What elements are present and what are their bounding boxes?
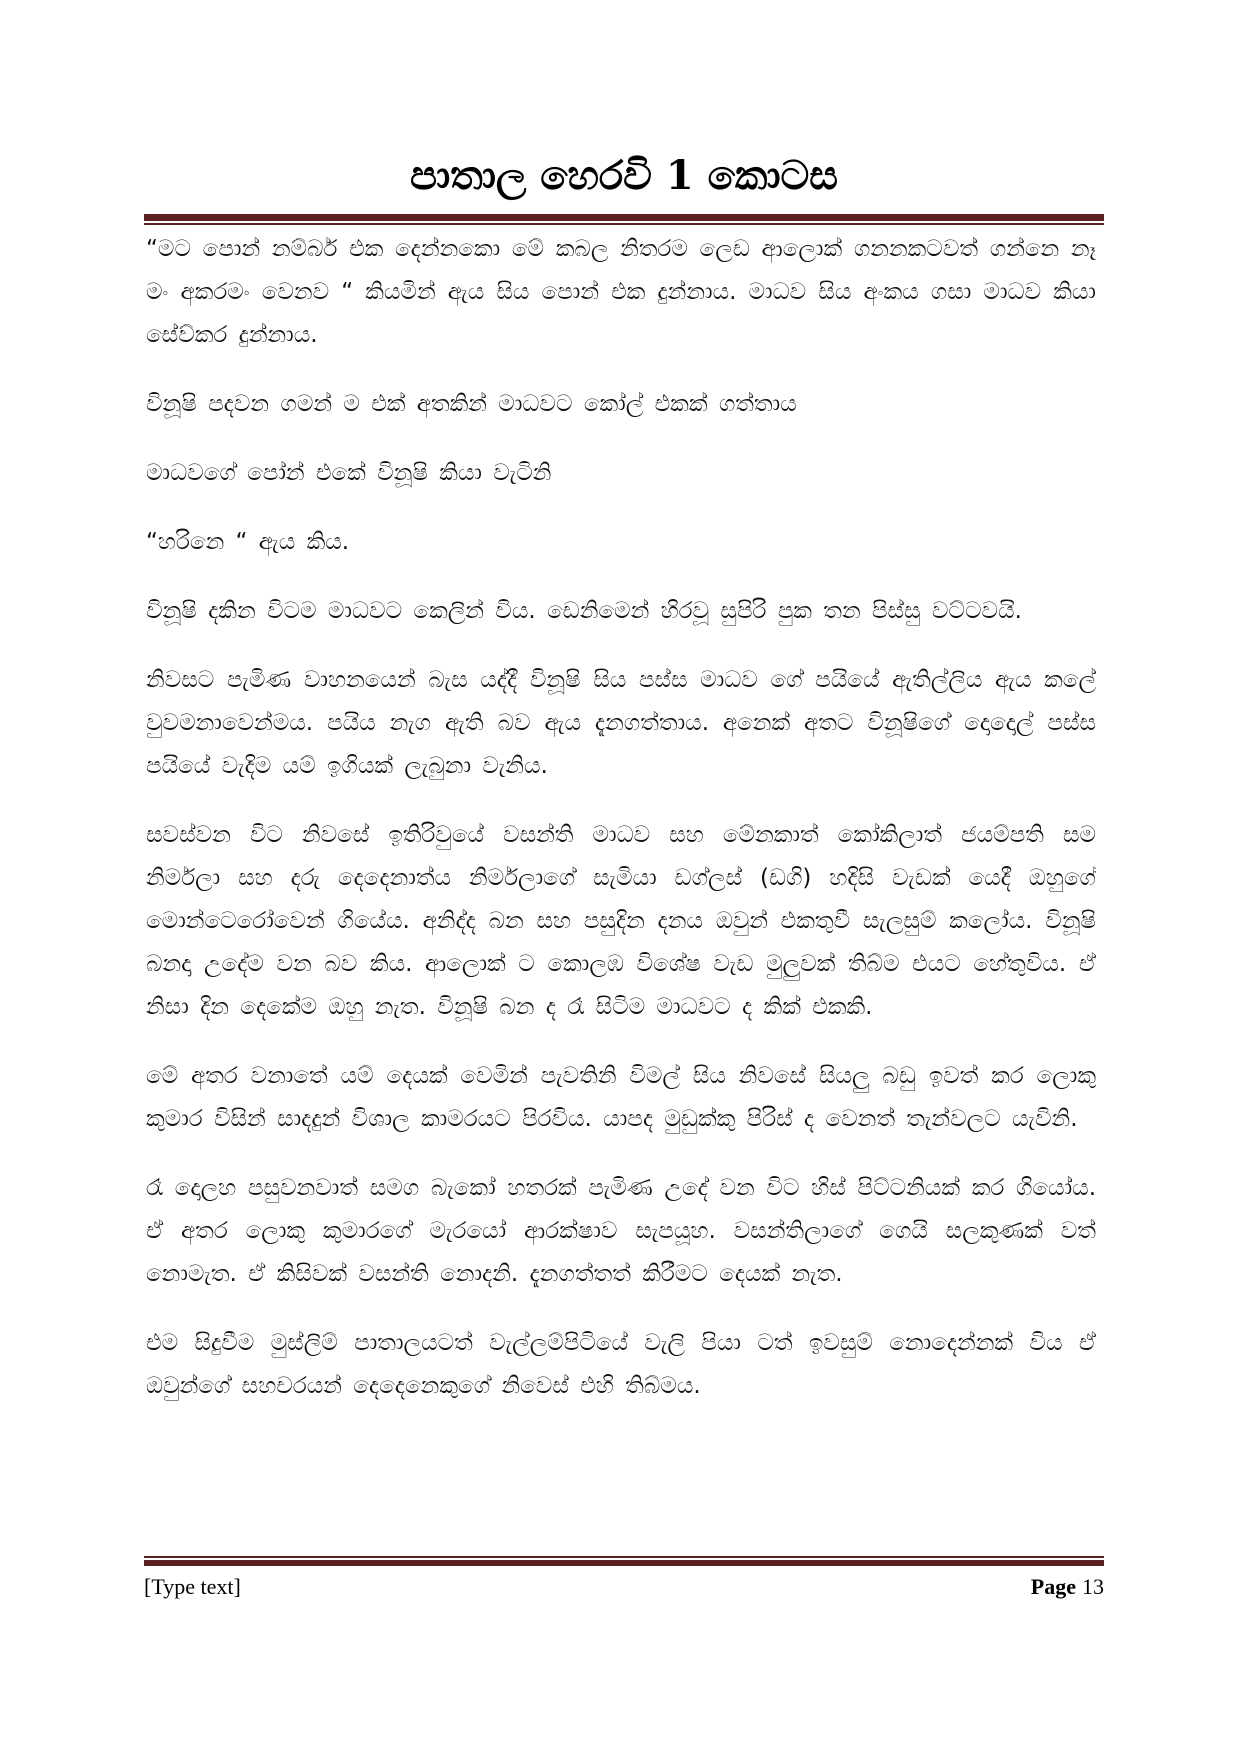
page-label: Page — [1030, 1574, 1076, 1599]
page-number-value: 13 — [1082, 1574, 1104, 1599]
paragraph: නිවසට පැමිණ වාහනයෙන් බැස යද්දී විනූෂි සිය පස්ස මාධව ගේ පයියේ ඇතිල්ලිය ඇය කලේ වුවමනාවෙන්මය. පයිය නැග ඇති බව ඇය දැනගත්තාය. අනෙක් අතට විනූෂිගේ දොදොල් පස්ස පයියේ වැදිම යම් ඉගියක් ලැබුනා වැනිය. — [146, 667, 1096, 779]
footer-rule-thin — [144, 1556, 1104, 1558]
body-text — [146, 228, 1096, 1538]
paragraph: මේ අතර වනාතේ යම් දෙයක් වෙමින් පැවතිනි විමල් සිය නිවසේ සියලු බඩු ඉවත් කර ලොකු කුමාර විසින් සාදදුන් විශාල කාමරයට පිරවිය. යාපද මුඩුක්කු පිරිස් ද වෙනත් තැන්වලට යැවිනි. — [146, 1063, 1096, 1132]
header-rule-thin — [144, 223, 1104, 225]
paragraph: විනූෂි පදවන ගමන් ම එක් අතකින් මාධවට කෝල් එකක් ගත්තාය — [146, 391, 797, 417]
paragraph: සවස්වන විට නිවසේ ඉතිරිවුයේ වසන්ති මාධව සහ මේනකාත් කෝකිලාත් ජයම්පති සම නිර්මලා සහ දරු දෙදෙනාත්ය නිර්මලාගේ සැමියා ඩග්ලස් (ඩගි) හදිසි වැඩක් යෙදී ඔහුගේ මොන්ටෙරෝවෙන් ගියේය. අනිද්ද බන සහ පසුදින දනය ඔවුන් එකතුවී සැලසුම් කලෝය. විනූෂි බනදා උදේම වන බව කිය. ආලොක් ට කොලඹ විශේෂ වැඩ මුලුවක් තිබ්ම එයට හේතුවිය. ඒ නිසා දින දෙකේම ඔහු නැත. විනූෂි බන ද රෑ සිටිම මාධවට ද කික් එකකි. — [146, 822, 1096, 1020]
header-rule-thick — [144, 214, 1104, 221]
paragraph: මාධවගේ පෝන් එකේ විනූෂි කියා වැටිනි — [146, 460, 552, 486]
page-number — [1031, 1574, 1104, 1600]
footer-rule-thick — [144, 1560, 1104, 1566]
footer-placeholder-text: [Type text] — [144, 1574, 241, 1599]
page-title: පාතාල හෙරවි 1 කොටස — [409, 152, 839, 199]
paragraph: එම සිදුවීම මුස්ලිම් පාතාලයටත් වැල්ලම්පිටියේ වැලි පියා ටත් ඉවසුම් නොදෙන්නක් විය ඒ ඔවුන්ගේ සහචරයන් දෙදෙනෙකුගේ නිවෙස් එහි තිබ්මය. — [146, 1330, 1096, 1399]
page-footer — [144, 1556, 1104, 1600]
paragraph: “හරිනෙ “ ඇය කිය. — [146, 529, 350, 555]
footer-row — [144, 1574, 1104, 1600]
paragraph: “මට පොන් නම්බර් එක දෙන්නකො මේ කබල නිතරම ලෙඩ ආලොක් ගනනකටවත් ගන්නෙ නෑ මං අකරමං වෙනව “ කියමින් ඇය සිය පොන් එක දුන්නාය. මාධව සිය අංකය ගසා මාධව කියා සේව්කර දුන්නාය. — [146, 236, 1096, 348]
paragraph: රෑ දොලහ පසුවනවාත් සමග බැකෝ හතරක් පැමිණ උදේ වන විට හිස් පිට්ටනියක් කර ගියෝය. ඒ අතර ලොකු කුමාරගේ මැරයෝ ආරක්ෂාව සැපයූහ. වසන්තිලාගේ ගෙයි සලකුණක් වත් නොමැත. ඒ කිසිවක් වසන්ති නොදනි. දැනගත්තත් කිරීමට දෙයක් නැත. — [146, 1175, 1096, 1287]
page-header — [144, 150, 1104, 225]
paragraph: විනූෂි දකින විටම මාධවට කෙලින් විය. ඩෙනිමෙන් හිරවූ සුපිරි පුක තන පිස්සු වට්ටවයි. — [146, 598, 1022, 624]
